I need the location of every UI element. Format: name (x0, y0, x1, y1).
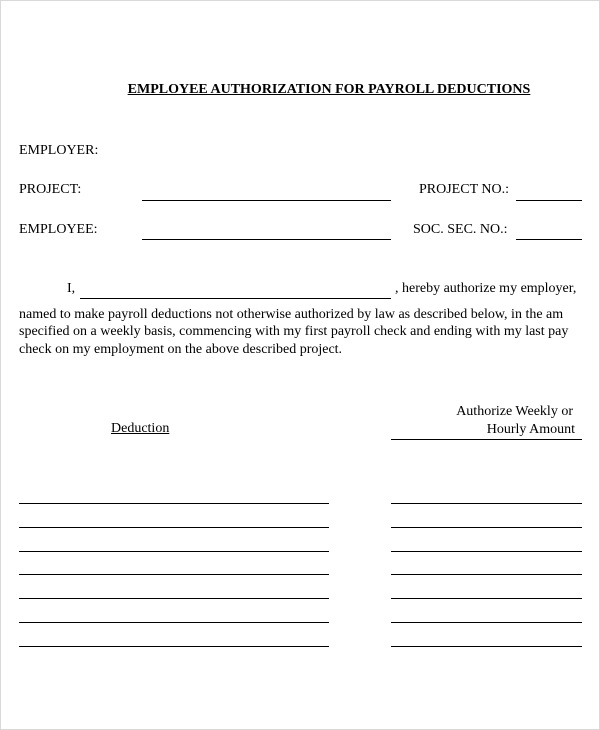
deduction-line[interactable] (19, 646, 329, 647)
authorization-line-2: specified on a weekly basis, commencing with my first payroll check and ending with my last pay (19, 324, 569, 339)
deduction-line[interactable] (19, 574, 329, 575)
amount-header-line-1: Authorize Weekly or (456, 404, 573, 419)
i-label: I, (67, 281, 76, 296)
amount-line[interactable] (391, 646, 582, 647)
form-title: EMPLOYEE AUTHORIZATION FOR PAYROLL DEDUCTIONS (127, 82, 531, 97)
deduction-line[interactable] (19, 527, 329, 528)
soc-sec-label: SOC. SEC. NO.: (413, 222, 508, 237)
deduction-line[interactable] (19, 598, 329, 599)
amount-line[interactable] (391, 622, 582, 623)
authorization-line-3: check on my employment on the above described project. (19, 342, 343, 357)
amount-header-line-2: Hourly Amount (486, 422, 575, 437)
amount-header-rule (391, 439, 582, 440)
project-no-label: PROJECT NO.: (419, 182, 509, 197)
deduction-line[interactable] (19, 503, 329, 504)
amount-line[interactable] (391, 598, 582, 599)
deduction-line[interactable] (19, 622, 329, 623)
amount-line[interactable] (391, 551, 582, 552)
soc-sec-field[interactable] (516, 239, 582, 240)
deduction-line[interactable] (19, 551, 329, 552)
amount-line[interactable] (391, 527, 582, 528)
project-field[interactable] (142, 200, 391, 201)
project-label: PROJECT: (19, 182, 82, 197)
project-no-field[interactable] (516, 200, 582, 201)
authorization-line-1: named to make payroll deductions not otherwise authorized by law as described below, in the am (19, 307, 564, 322)
amount-line[interactable] (391, 503, 582, 504)
employee-name-field[interactable] (80, 298, 391, 299)
employee-label: EMPLOYEE: (19, 222, 98, 237)
authorize-text: , hereby authorize my employer, (395, 281, 577, 296)
amount-line[interactable] (391, 574, 582, 575)
employee-field[interactable] (142, 239, 391, 240)
deduction-header: Deduction (111, 421, 170, 436)
employer-label: EMPLOYER: (19, 143, 99, 158)
